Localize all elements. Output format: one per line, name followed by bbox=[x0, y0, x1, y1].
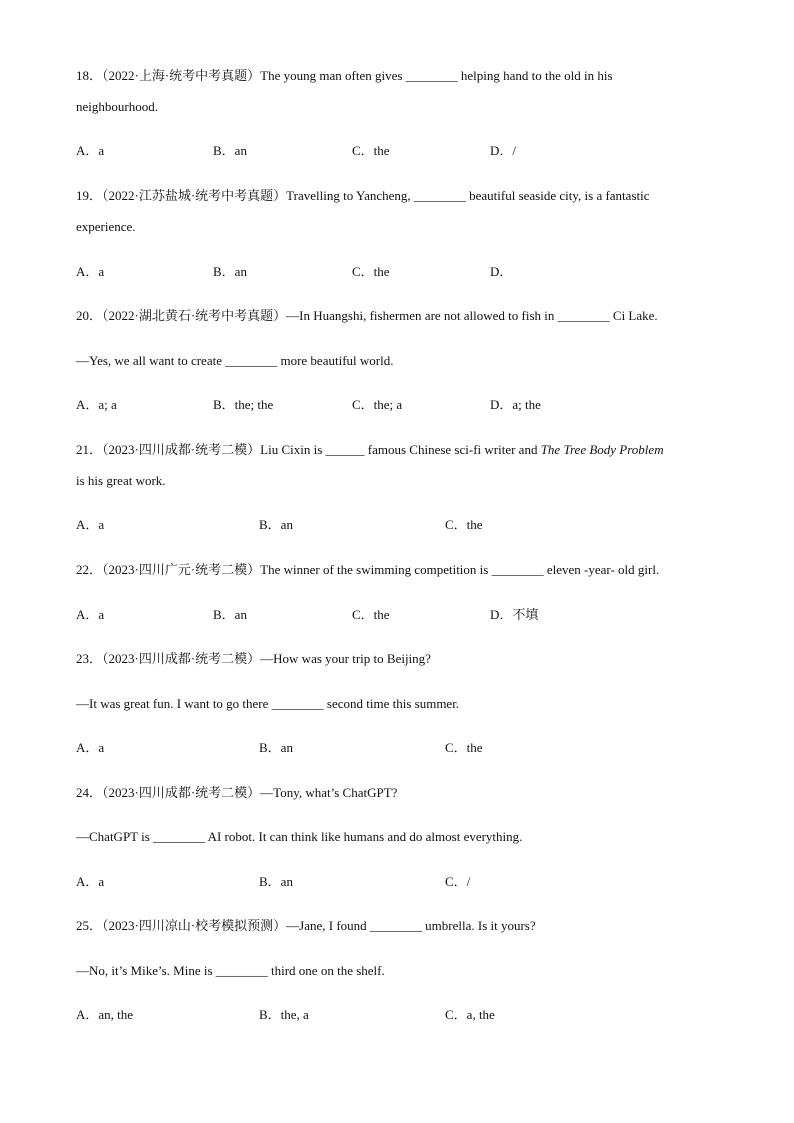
option-a: A．a bbox=[76, 264, 105, 279]
option-c: C．/ bbox=[445, 874, 471, 889]
option-c: C．the bbox=[352, 143, 390, 158]
question-stem: 20．（2022·湖北黄石·统考中考真题）—In Huangshi, fishermen are not allowed to fish in ________ Ci Lake. bbox=[76, 308, 658, 323]
option-b: B．an bbox=[213, 607, 247, 622]
option-b: B．an bbox=[259, 740, 293, 755]
option-a: A．a bbox=[76, 874, 105, 889]
option-d: D．a; the bbox=[490, 397, 541, 412]
option-c: C．the bbox=[352, 264, 390, 279]
question-dialogue-reply: —It was great fun. I want to go there ________ second time this summer. bbox=[76, 696, 460, 711]
question-stem-continued: neighbourhood. bbox=[76, 99, 158, 114]
option-c: C．the bbox=[352, 607, 390, 622]
option-b: B．an bbox=[259, 517, 293, 532]
option-d: D．不填 bbox=[490, 607, 539, 622]
option-a: A．a bbox=[76, 607, 105, 622]
question-stem: 18．（2022·上海·统考中考真题）The young man often gives ________ helping hand to the old in his bbox=[76, 68, 613, 83]
option-b: B．an bbox=[213, 143, 247, 158]
option-c: C．the bbox=[445, 517, 483, 532]
question-stem-continued: is his great work. bbox=[76, 473, 166, 488]
option-a: A．a bbox=[76, 517, 105, 532]
option-d: D． bbox=[490, 264, 513, 279]
question-stem: 25．（2023·四川凉山·校考模拟预测）—Jane, I found ________ umbrella. Is it yours? bbox=[76, 918, 536, 933]
option-c: C．the bbox=[445, 740, 483, 755]
option-b: B．the; the bbox=[213, 397, 274, 412]
question-stem: 22．（2023·四川广元·统考二模）The winner of the swimming competition is ________ eleven -year- old girl. bbox=[76, 562, 660, 577]
option-b: B．the, a bbox=[259, 1007, 309, 1022]
option-b: B．an bbox=[213, 264, 247, 279]
option-a: A．a bbox=[76, 740, 105, 755]
option-b: B．an bbox=[259, 874, 293, 889]
option-a: A．an, the bbox=[76, 1007, 134, 1022]
option-a: A．a; a bbox=[76, 397, 117, 412]
question-stem: 24．（2023·四川成都·统考二模）—Tony, what’s ChatGPT? bbox=[76, 785, 398, 800]
question-stem-continued: experience. bbox=[76, 219, 136, 234]
question-dialogue-reply: —ChatGPT is ________ AI robot. It can think like humans and do almost everything. bbox=[76, 829, 523, 844]
question-stem: 19．（2022·江苏盐城·统考中考真题）Travelling to Yancheng, ________ beautiful seaside city, is a fantastic bbox=[76, 188, 650, 203]
question-stem-text: 21．（2023·四川成都·统考二模）Liu Cixin is ______ famous Chinese sci-fi writer and bbox=[76, 442, 541, 457]
question-stem: 23．（2023·四川成都·统考二模）—How was your trip to Beijing? bbox=[76, 651, 431, 666]
option-d: D．/ bbox=[490, 143, 517, 158]
question-dialogue-reply: —No, it’s Mike’s. Mine is ________ third one on the shelf. bbox=[76, 963, 385, 978]
question-stem bbox=[76, 442, 664, 458]
option-c: C．a, the bbox=[445, 1007, 495, 1022]
option-c: C．the; a bbox=[352, 397, 403, 412]
question-dialogue-reply: —Yes, we all want to create ________ more beautiful world. bbox=[76, 353, 394, 368]
book-title: The Tree Body Problem bbox=[540, 442, 664, 457]
option-a: A．a bbox=[76, 143, 105, 158]
